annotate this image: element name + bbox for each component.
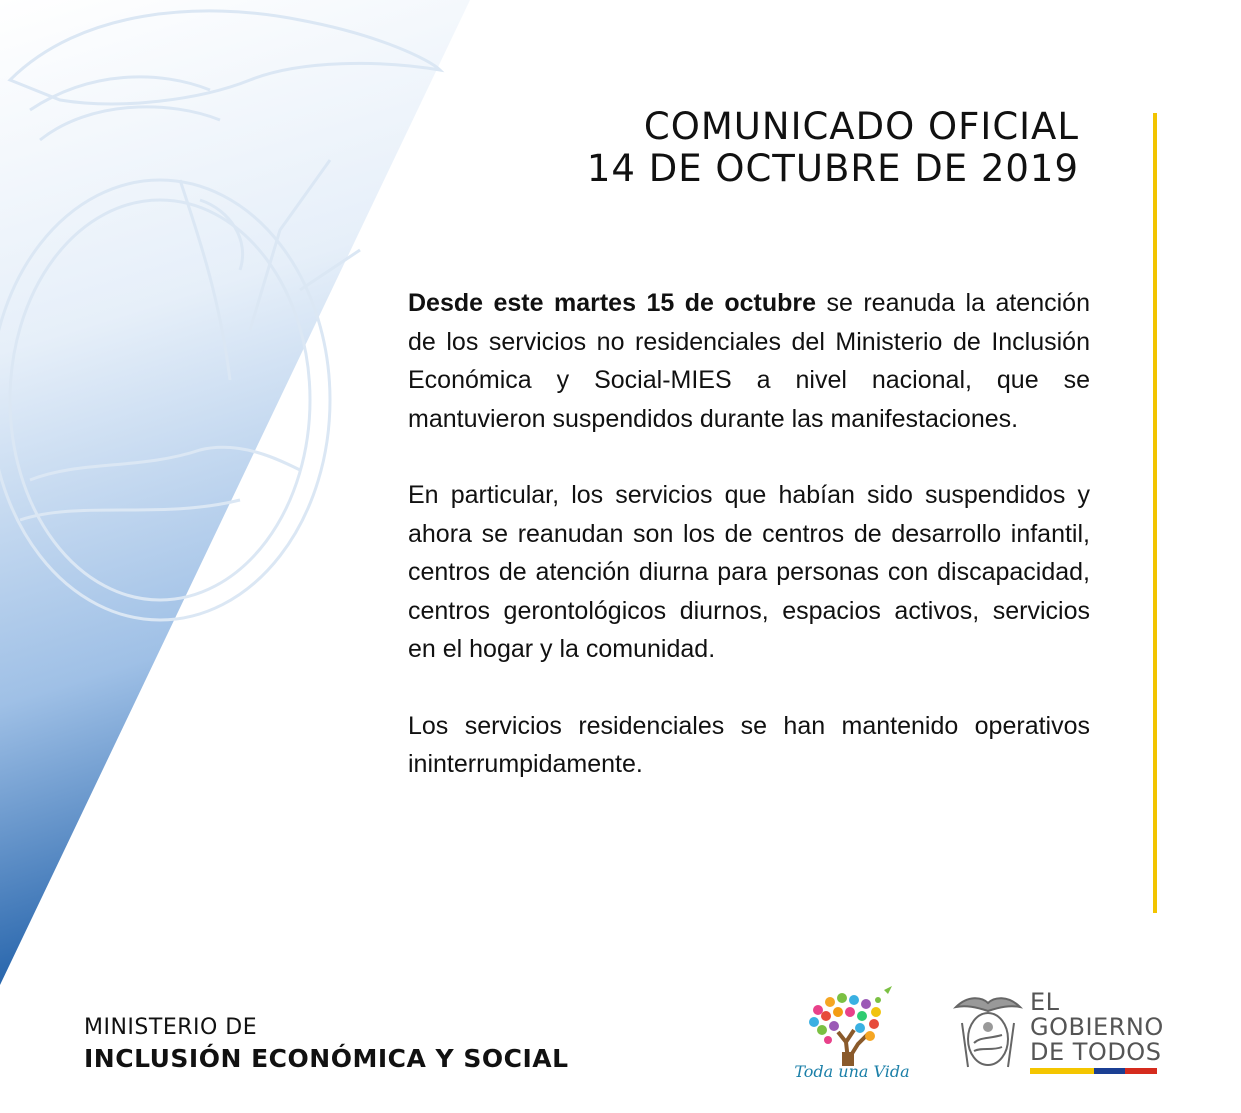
- title-line-1: COMUNICADO OFICIAL: [643, 105, 1079, 148]
- gov-line-2: GOBIERNO: [1030, 1013, 1164, 1041]
- government-wordmark: [1030, 990, 1164, 1065]
- flag-blue-stripe: [1094, 1068, 1126, 1074]
- gov-line-1: EL: [1030, 988, 1060, 1016]
- tree-logo-caption: Toda una Vida: [794, 1062, 910, 1081]
- ministry-line-2: INCLUSIÓN ECONÓMICA Y SOCIAL: [84, 1044, 569, 1073]
- page-title: [587, 106, 1079, 190]
- coat-of-arms-icon: [952, 993, 1024, 1073]
- paragraph-1: [408, 284, 1090, 438]
- yellow-divider: [1153, 113, 1157, 913]
- ministry-name: [84, 1014, 569, 1076]
- flag-color-bar: [1030, 1068, 1157, 1074]
- gov-line-3: DE TODOS: [1030, 1038, 1162, 1066]
- communique-body: [408, 284, 1090, 822]
- flag-yellow-stripe: [1030, 1068, 1094, 1074]
- ministry-line-1: MINISTERIO DE: [84, 1015, 258, 1040]
- background-gradient-triangle: [0, 0, 470, 985]
- title-date: 14 DE OCTUBRE DE 2019: [586, 147, 1079, 190]
- flag-red-stripe: [1125, 1068, 1157, 1074]
- paragraph-1-text: se reanuda la atención de los servicios no residenciales del Ministerio de Inclusión Económica y Social-MIES a nivel nacional, que se mantuvieron suspendidos durante las manifestaciones.: [408, 289, 1090, 433]
- paragraph-2: En particular, los servicios que habían sido suspendidos y ahora se reanudan son los de centros de desarrollo infantil, centros de atención diurna para personas con discapacidad, centros gerontológicos diurnos, espacios activos, servicios en el hogar y la comunidad.: [408, 481, 1090, 663]
- paragraph-1-lead: Desde este martes 15 de octubre: [408, 289, 817, 317]
- paragraph-3: Los servicios residenciales se han mantenido operativos ininterrumpidamente.: [408, 711, 1090, 778]
